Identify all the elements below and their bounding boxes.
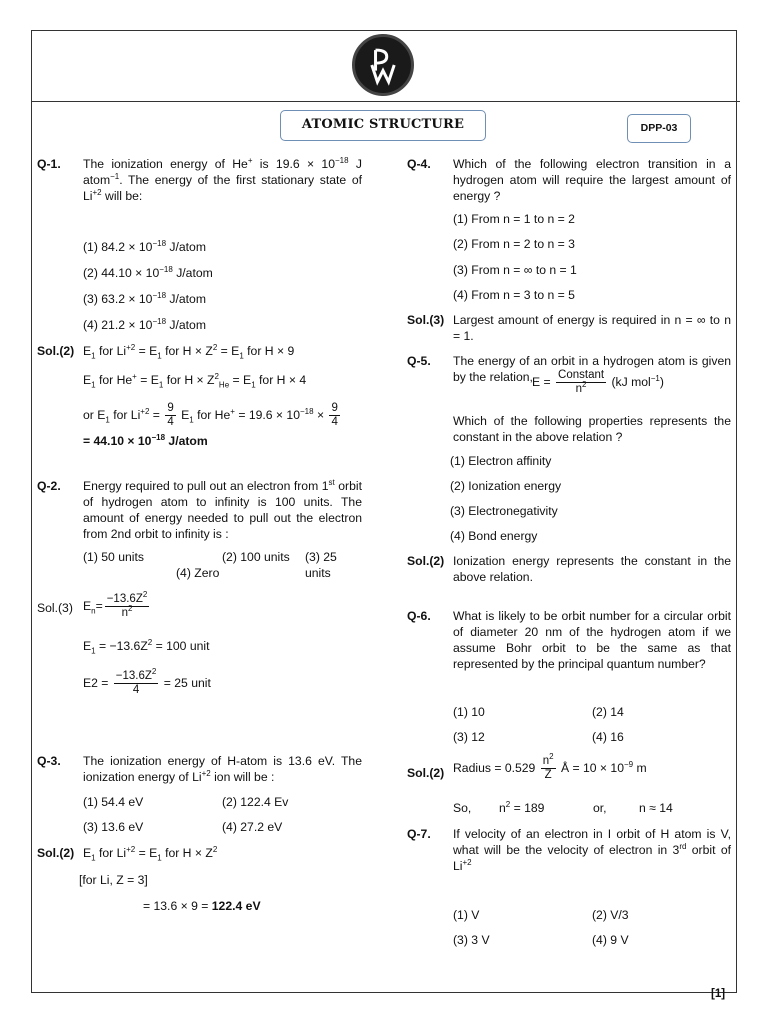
option-4[interactable]: (4) 16 (592, 730, 624, 744)
solution-5 (407, 554, 731, 586)
question-text: The ionization energy of H-atom is 13.6 eV. The ionization energy of $Li^{+2}$ ion will be : (83, 754, 362, 784)
option-2[interactable]: (2) 100 units (222, 550, 290, 564)
option-1[interactable]: (1) From n = 1 to n = 2 (453, 212, 575, 226)
option-4[interactable]: (4) Zero (176, 566, 220, 580)
solution-1 (37, 344, 362, 360)
solution-result: = 13.6 × 9 = 122.4 eV (143, 899, 261, 913)
solution-line: $E_1$ for $Li^{+2} = E_1$ for $H \times Z^2$ (83, 844, 218, 863)
question-label: Q-4. (407, 157, 431, 171)
solution-label: Sol.(3) (407, 313, 445, 327)
solution-label: Sol.(2) (37, 344, 75, 358)
question-3 (37, 754, 362, 786)
solution-text: Largest amount of energy is required in n = ∞ to n = 1. (453, 313, 731, 343)
solution-line: $E_1$ for $He^+ = E_1$ for $H \times Z^2_{He} = E_1$ for H × 4 (83, 371, 307, 390)
option-2[interactable]: (2) $44.10 \times 10^{-18}$ J/atom (83, 264, 213, 280)
option-3[interactable]: (3) From n = ∞ to n = 1 (453, 263, 577, 277)
option-3[interactable]: (3) 13.6 eV (83, 820, 144, 834)
option-2[interactable]: (2) 14 (592, 705, 624, 719)
page-title: ATOMIC STRUCTURE (280, 110, 486, 141)
question-label: Q-2. (37, 479, 61, 493)
solution-line: $E_1 = -13.6Z^2 = 100$ unit (83, 637, 210, 656)
solution-line-or: or, (593, 801, 607, 815)
solution-line: $E_n=$ $\frac{-13.6Z^2}{n^2}$ (83, 590, 148, 620)
option-1[interactable]: (1) Electron affinity (450, 454, 552, 468)
solution-line: E2 = $\frac{-13.6Z^2}{4}$ = 25 unit (83, 667, 211, 697)
question-label: Q-1. (37, 157, 61, 171)
option-4[interactable]: (4) Bond energy (450, 529, 538, 543)
option-3[interactable]: (3) $63.2 \times 10^{-18}$ J/atom (83, 290, 206, 306)
option-3[interactable]: (3) 25 units (305, 550, 337, 580)
question-label: Q-6. (407, 609, 431, 623)
solution-line-n2: $n^2 = 189$ (499, 799, 545, 815)
question-text: Which of the following properties represents the constant in the above relation ? (453, 414, 731, 444)
question-7 (407, 827, 731, 875)
option-3[interactable]: (3) 12 (453, 730, 485, 744)
fraction: $\frac{-13.6Z^2}{4}$ (115, 667, 157, 697)
pw-logo (352, 34, 414, 96)
option-1[interactable]: (1) V (453, 908, 480, 922)
page-number: [1] (711, 988, 726, 1000)
pw-logo-icon (355, 37, 411, 93)
question-label: Q-5. (407, 354, 431, 368)
option-2[interactable]: (2) From n = 2 to n = 3 (453, 237, 575, 251)
question-2 (37, 479, 362, 542)
fraction: $\frac{9}{4}$ (167, 402, 174, 429)
header-divider (31, 101, 740, 102)
question-1 (37, 157, 362, 205)
solution-3 (37, 846, 362, 862)
question-text: Energy required to pull out an electron from 1st orbit of hydrogen atom to infinity is 100 units. The amount of energy needed to pull out the electron from 2nd orbit to infinity is : (83, 477, 362, 541)
option-4[interactable]: (4) 9 V (592, 933, 629, 947)
solution-note: [for Li, Z = 3] (79, 873, 148, 887)
option-1[interactable]: (1) $84.2 \times 10^{-18}$ J/atom (83, 238, 206, 254)
question-label: Q-3. (37, 754, 61, 768)
energy-formula: E = $\frac{\text{Constant}}{n^2}$ (kJ mol$^{-1}$) (532, 369, 664, 396)
question-text: What is likely to be orbit number for a circular orbit of diameter 20 nm of the hydrogen atom if we assume Bohr orbit to be the same as that represented by the principal quantum number? (453, 609, 731, 671)
option-4[interactable]: (4) From n = 3 to n = 5 (453, 288, 575, 302)
fraction: $\frac{9}{4}$ (331, 402, 338, 429)
question-text: Which of the following electron transition in a hydrogen atom will require the largest amount of energy ? (453, 157, 731, 203)
solution-line: Radius = 0.529 $\frac{n^2}{Z}$ Å = $10 \times 10^{-9}$ m (453, 752, 647, 782)
solution-line: $E_1$ for $Li^{+2} = E_1$ for $H \times Z^2 = E_1$ for H × 9 (83, 342, 295, 361)
option-3[interactable]: (3) Electronegativity (450, 504, 558, 518)
fraction: $\frac{\text{Constant}}{n^2}$ (558, 369, 605, 396)
solution-line-so: So, (453, 801, 472, 815)
question-text: If velocity of an electron in I orbit of H atom is V, what will be the velocity of electron in 3rd orbit of $Li^{+2}$ (453, 827, 731, 873)
solution-label: Sol.(2) (37, 846, 75, 860)
fraction: $\frac{n^2}{Z}$ (542, 752, 554, 782)
option-1[interactable]: (1) 50 units (83, 550, 144, 564)
option-1[interactable]: (1) 54.4 eV (83, 795, 144, 809)
option-4[interactable]: (4) 27.2 eV (222, 820, 283, 834)
solution-line: or $E_1$ for $Li^{+2}$ = $\frac{9}{4}$ $E_1$ for $He^+ = 19.6 \times 10^{-18}$ × $\frac{9}{4}$ (83, 402, 338, 429)
question-6 (407, 609, 731, 672)
fraction: $\frac{-13.6Z^2}{n^2}$ (106, 590, 148, 620)
option-2[interactable]: (2) V/3 (592, 908, 629, 922)
solution-text: Ionization energy represents the constant in the above relation. (453, 554, 731, 584)
option-2[interactable]: (2) 122.4 Ev (222, 795, 289, 809)
option-3[interactable]: (3) 3 V (453, 933, 490, 947)
dpp-code-badge: DPP-03 (627, 114, 691, 143)
option-2[interactable]: (2) Ionization energy (450, 479, 562, 493)
solution-label: Sol.(3) (37, 601, 73, 615)
solution-label: Sol.(2) (407, 766, 445, 780)
option-1[interactable]: (1) 10 (453, 705, 485, 719)
solution-line-n: n ≈ 14 (639, 801, 673, 815)
question-text: The energy of an orbit in a hydrogen atom is given by the relation, (453, 354, 731, 384)
option-4[interactable]: (4) $21.2 \times 10^{-18}$ J/atom (83, 316, 206, 332)
question-label: Q-7. (407, 827, 431, 841)
question-text: The ionization energy of He+ is $19.6 \times 10^{-18}$ J atom$^{-1}$. The energy of the first stationary state of $Li^{+2}$ will be: (83, 155, 362, 203)
question-4 (407, 157, 731, 205)
solution-label: Sol.(2) (407, 554, 445, 568)
solution-result: = $44.10 \times 10^{-18}$ J/atom (83, 432, 208, 448)
solution-4 (407, 313, 731, 345)
